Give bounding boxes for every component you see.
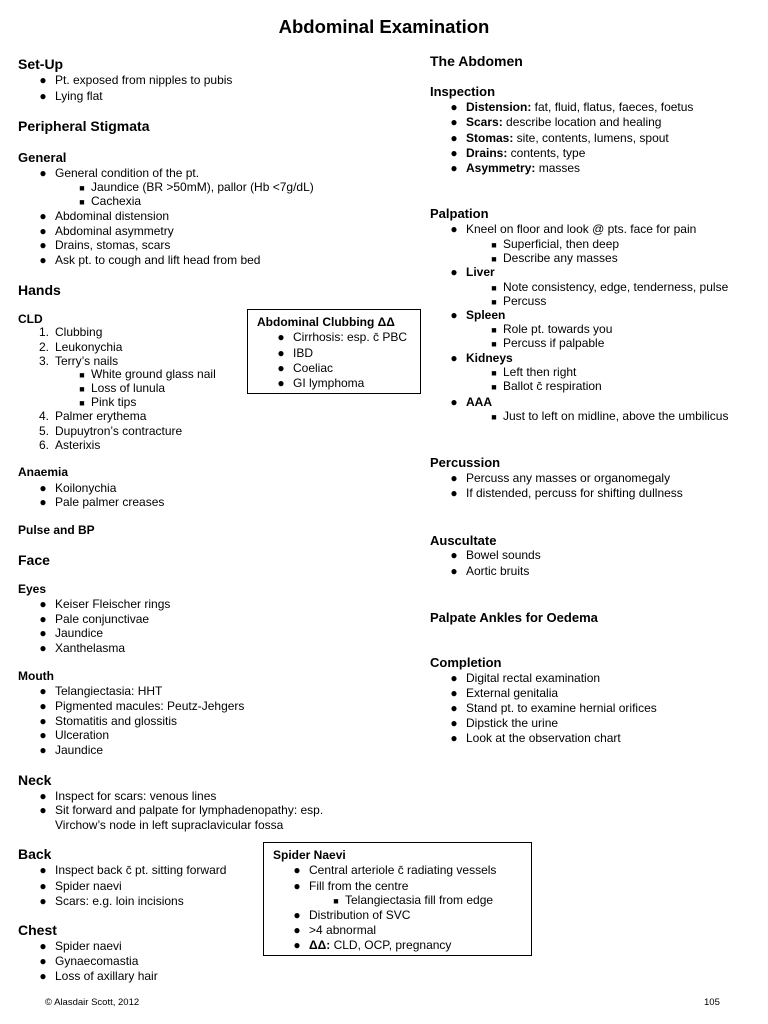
bullet-icon: ● xyxy=(450,395,458,409)
list-item: ● Drains: contents, type xyxy=(466,146,585,160)
list-item: ■ White ground glass nail xyxy=(91,367,216,381)
anaemia-heading: Anaemia xyxy=(18,465,69,479)
bullet-icon: ● xyxy=(39,73,47,87)
bullet-icon: ● xyxy=(39,803,47,817)
list-item: ■ Jaundice (BR >50mM), pallor (Hb <7g/dL) xyxy=(91,180,314,194)
square-bullet-icon: ■ xyxy=(491,297,497,307)
bullet-icon: ● xyxy=(293,863,301,877)
list-item: ● General condition of the pt. xyxy=(55,166,199,180)
list-item: ■ Note consistency, edge, tenderness, pulse xyxy=(503,280,728,294)
bullet-icon: ● xyxy=(39,481,47,495)
bullet-icon: ● xyxy=(277,376,285,390)
chest-heading: Chest xyxy=(18,922,57,938)
list-item: ■ Just to left on midline, above the umbilicus xyxy=(503,409,728,423)
peripheral-heading: Peripheral Stigmata xyxy=(18,118,150,134)
list-item: ● Stomas: site, contents, lumens, spout xyxy=(466,131,669,145)
list-item: ■ Ballot c̄ respiration xyxy=(503,379,602,393)
bullet-icon: ● xyxy=(450,731,458,745)
bullet-icon: ● xyxy=(39,743,47,757)
list-item: ● Kidneys xyxy=(466,351,513,365)
percussion-heading: Percussion xyxy=(430,455,501,470)
bullet-icon: ● xyxy=(293,923,301,937)
bullet-icon: ● xyxy=(39,954,47,968)
list-item: ● AAA xyxy=(466,395,492,409)
bullet-icon: ● xyxy=(293,879,301,893)
bullet-icon: ● xyxy=(293,908,301,922)
square-bullet-icon: ■ xyxy=(491,325,497,335)
list-item: ● Drains, stomas, scars xyxy=(55,238,170,252)
bullet-icon: ● xyxy=(39,597,47,611)
clubbing-box-title: Abdominal Clubbing ΔΔ xyxy=(257,315,395,329)
bullet-icon: ● xyxy=(39,626,47,640)
auscultate-heading: Auscultate xyxy=(430,533,497,548)
list-item: ● Sit forward and palpate for lymphadenopathy: esp. xyxy=(55,803,323,817)
list-item: ● Ulceration xyxy=(55,728,109,742)
bullet-icon: ● xyxy=(39,495,47,509)
bullet-icon: ● xyxy=(450,671,458,685)
bullet-icon: ● xyxy=(39,879,47,893)
square-bullet-icon: ■ xyxy=(491,339,497,349)
square-bullet-icon: ■ xyxy=(79,370,85,380)
list-item: ● Dipstick the urine xyxy=(466,716,558,730)
bullet-icon: ● xyxy=(450,548,458,562)
mouth-heading: Mouth xyxy=(18,669,54,683)
ankles-heading: Palpate Ankles for Oedema xyxy=(430,610,598,625)
footer-copyright: © Alasdair Scott, 2012 xyxy=(45,997,140,1008)
bullet-icon: ● xyxy=(39,969,47,983)
list-item: ● Distribution of SVC xyxy=(309,908,410,922)
bullet-icon: ● xyxy=(450,564,458,578)
bullet-icon: ● xyxy=(293,938,301,952)
list-item: ● Spider naevi xyxy=(55,879,122,893)
list-item: ● Spider naevi xyxy=(55,939,122,953)
list-item: ● Telangiectasia: HHT xyxy=(55,684,162,698)
list-item: ■ Describe any masses xyxy=(503,251,618,265)
bullet-icon: ● xyxy=(39,166,47,180)
bullet-icon: ● xyxy=(450,308,458,322)
bullet-icon: ● xyxy=(39,209,47,223)
list-item: ● Inspect back c̄ pt. sitting forward xyxy=(55,863,226,877)
list-item: ● Pigmented macules: Peutz-Jehgers xyxy=(55,699,244,713)
bullet-icon: ● xyxy=(39,89,47,103)
list-item: ● >4 abnormal xyxy=(309,923,376,937)
list-item: ● Ask pt. to cough and lift head from bed xyxy=(55,253,260,267)
footer-page-number: 105 xyxy=(704,997,720,1008)
list-item: ● IBD xyxy=(293,346,313,360)
square-bullet-icon: ■ xyxy=(491,382,497,392)
list-item: ● Aortic bruits xyxy=(466,564,529,578)
bullet-icon: ● xyxy=(39,253,47,267)
list-item: ● Stand pt. to examine hernial orifices xyxy=(466,701,657,715)
list-item: 2. Leukonychia xyxy=(38,340,123,354)
list-item: ■ Loss of lunula xyxy=(91,381,165,395)
square-bullet-icon: ■ xyxy=(491,254,497,264)
bullet-icon: ● xyxy=(450,100,458,114)
bullet-icon: ● xyxy=(39,714,47,728)
square-bullet-icon: ■ xyxy=(79,197,85,207)
inspection-heading: Inspection xyxy=(430,84,496,99)
page-title: Abdominal Examination xyxy=(278,16,490,37)
list-item: ● Pale palmer creases xyxy=(55,495,164,509)
bullet-icon: ● xyxy=(39,699,47,713)
clubbing-box xyxy=(247,309,421,394)
bullet-icon: ● xyxy=(450,351,458,365)
list-item: ● Liver xyxy=(466,265,495,279)
bullet-icon: ● xyxy=(39,641,47,655)
list-item: ● Loss of axillary hair xyxy=(55,969,158,983)
list-item: ● Percuss any masses or organomegaly xyxy=(466,471,670,485)
bullet-icon: ● xyxy=(39,684,47,698)
palpation-heading: Palpation xyxy=(430,206,489,221)
bullet-icon: ● xyxy=(450,265,458,279)
bullet-icon: ● xyxy=(450,716,458,730)
abdomen-heading: The Abdomen xyxy=(430,53,523,69)
bullet-icon: ● xyxy=(39,789,47,803)
back-heading: Back xyxy=(18,846,52,862)
list-item: ● Xanthelasma xyxy=(55,641,125,655)
bullet-icon: ● xyxy=(39,728,47,742)
square-bullet-icon: ■ xyxy=(491,368,497,378)
list-item: 5. Dupuytron’s contracture xyxy=(38,424,183,438)
list-item: ● Bowel sounds xyxy=(466,548,541,562)
list-item: ● Distension: fat, fluid, flatus, faeces, foetus xyxy=(466,100,693,114)
list-item: 6. Asterixis xyxy=(38,438,101,452)
list-item: ● Look at the observation chart xyxy=(466,731,621,745)
list-item: ● Jaundice xyxy=(55,626,103,640)
bullet-icon: ● xyxy=(450,131,458,145)
list-item: ● Scars: describe location and healing xyxy=(466,115,661,129)
list-item: ● Digital rectal examination xyxy=(466,671,600,685)
bullet-icon: ● xyxy=(277,346,285,360)
list-item: ● Stomatitis and glossitis xyxy=(55,714,177,728)
bullet-icon: ● xyxy=(450,701,458,715)
square-bullet-icon: ■ xyxy=(79,183,85,193)
square-bullet-icon: ■ xyxy=(491,412,497,422)
list-item: ■ Cachexia xyxy=(91,194,141,208)
bullet-icon: ● xyxy=(277,330,285,344)
list-item: ● Pale conjunctivae xyxy=(55,612,149,626)
list-item: ● Jaundice xyxy=(55,743,103,757)
list-item: ● Koilonychia xyxy=(55,481,116,495)
list-item: ● Inspect for scars: venous lines xyxy=(55,789,216,803)
neck-heading: Neck xyxy=(18,772,52,788)
completion-heading: Completion xyxy=(430,655,502,670)
list-item: ● ΔΔ: CLD, OCP, pregnancy xyxy=(309,938,451,952)
list-item: ● Coeliac xyxy=(293,361,333,375)
cld-heading: CLD xyxy=(18,312,43,326)
square-bullet-icon: ■ xyxy=(79,384,85,394)
bullet-icon: ● xyxy=(450,486,458,500)
list-item: ● Gynaecomastia xyxy=(55,954,138,968)
square-bullet-icon: ■ xyxy=(333,896,339,906)
list-item: ■ Percuss if palpable xyxy=(503,336,604,350)
list-item: 3. Terry’s nails xyxy=(38,354,119,368)
hands-heading: Hands xyxy=(18,282,61,298)
list-item: ● Cirrhosis: esp. c̄ PBC xyxy=(293,330,407,344)
list-item: ● If distended, percuss for shifting dullness xyxy=(466,486,683,500)
spider-box-title: Spider Naevi xyxy=(273,848,346,862)
bullet-icon: ● xyxy=(39,894,47,908)
list-item: ■ Pink tips xyxy=(91,395,136,409)
pulse-heading: Pulse and BP xyxy=(18,523,95,537)
list-item: ● Fill from the centre xyxy=(309,879,408,893)
list-item: ● Asymmetry: masses xyxy=(466,161,580,175)
list-item: 4. Palmer erythema xyxy=(38,409,147,423)
bullet-icon: ● xyxy=(450,146,458,160)
eyes-heading: Eyes xyxy=(18,582,47,596)
face-heading: Face xyxy=(18,552,50,568)
list-item: ■ Left then right xyxy=(503,365,576,379)
bullet-icon: ● xyxy=(39,863,47,877)
bullet-icon: ● xyxy=(277,361,285,375)
bullet-icon: ● xyxy=(39,224,47,238)
list-item: ● External genitalia xyxy=(466,686,558,700)
list-item: ● Keiser Fleischer rings xyxy=(55,597,170,611)
bullet-icon: ● xyxy=(450,115,458,129)
list-item: ■ Telangiectasia fill from edge xyxy=(345,893,493,907)
list-item: ● Lying flat xyxy=(55,89,103,103)
list-item: ● GI lymphoma xyxy=(293,376,364,390)
list-item: ■ Percuss xyxy=(503,294,546,308)
setup-heading: Set-Up xyxy=(18,56,64,72)
bullet-icon: ● xyxy=(39,238,47,252)
list-item: ● Kneel on floor and look @ pts. face for pain xyxy=(466,222,696,236)
spider-naevi-box xyxy=(263,842,532,956)
list-item: ● Abdominal distension xyxy=(55,209,169,223)
list-item: ● Central arteriole c̄ radiating vessels xyxy=(309,863,496,877)
list-item: ● Scars: e.g. loin incisions xyxy=(55,894,184,908)
bullet-icon: ● xyxy=(450,161,458,175)
bullet-icon: ● xyxy=(450,222,458,236)
bullet-icon: ● xyxy=(39,612,47,626)
bullet-icon: ● xyxy=(450,471,458,485)
list-item: ■ Role pt. towards you xyxy=(503,322,612,336)
general-heading: General xyxy=(18,150,67,165)
list-item: ● Abdominal asymmetry xyxy=(55,224,174,238)
list-item: ■ Superficial, then deep xyxy=(503,237,619,251)
list-item: ● Pt. exposed from nipples to pubis xyxy=(55,73,232,87)
list-item: ● Spleen xyxy=(466,308,505,322)
square-bullet-icon: ■ xyxy=(491,240,497,250)
square-bullet-icon: ■ xyxy=(491,283,497,293)
bullet-icon: ● xyxy=(39,939,47,953)
square-bullet-icon: ■ xyxy=(79,398,85,408)
list-item: 1. Clubbing xyxy=(38,325,103,339)
list-item-continuation: Virchow’s node in left supraclavicular fossa xyxy=(55,818,284,832)
bullet-icon: ● xyxy=(450,686,458,700)
